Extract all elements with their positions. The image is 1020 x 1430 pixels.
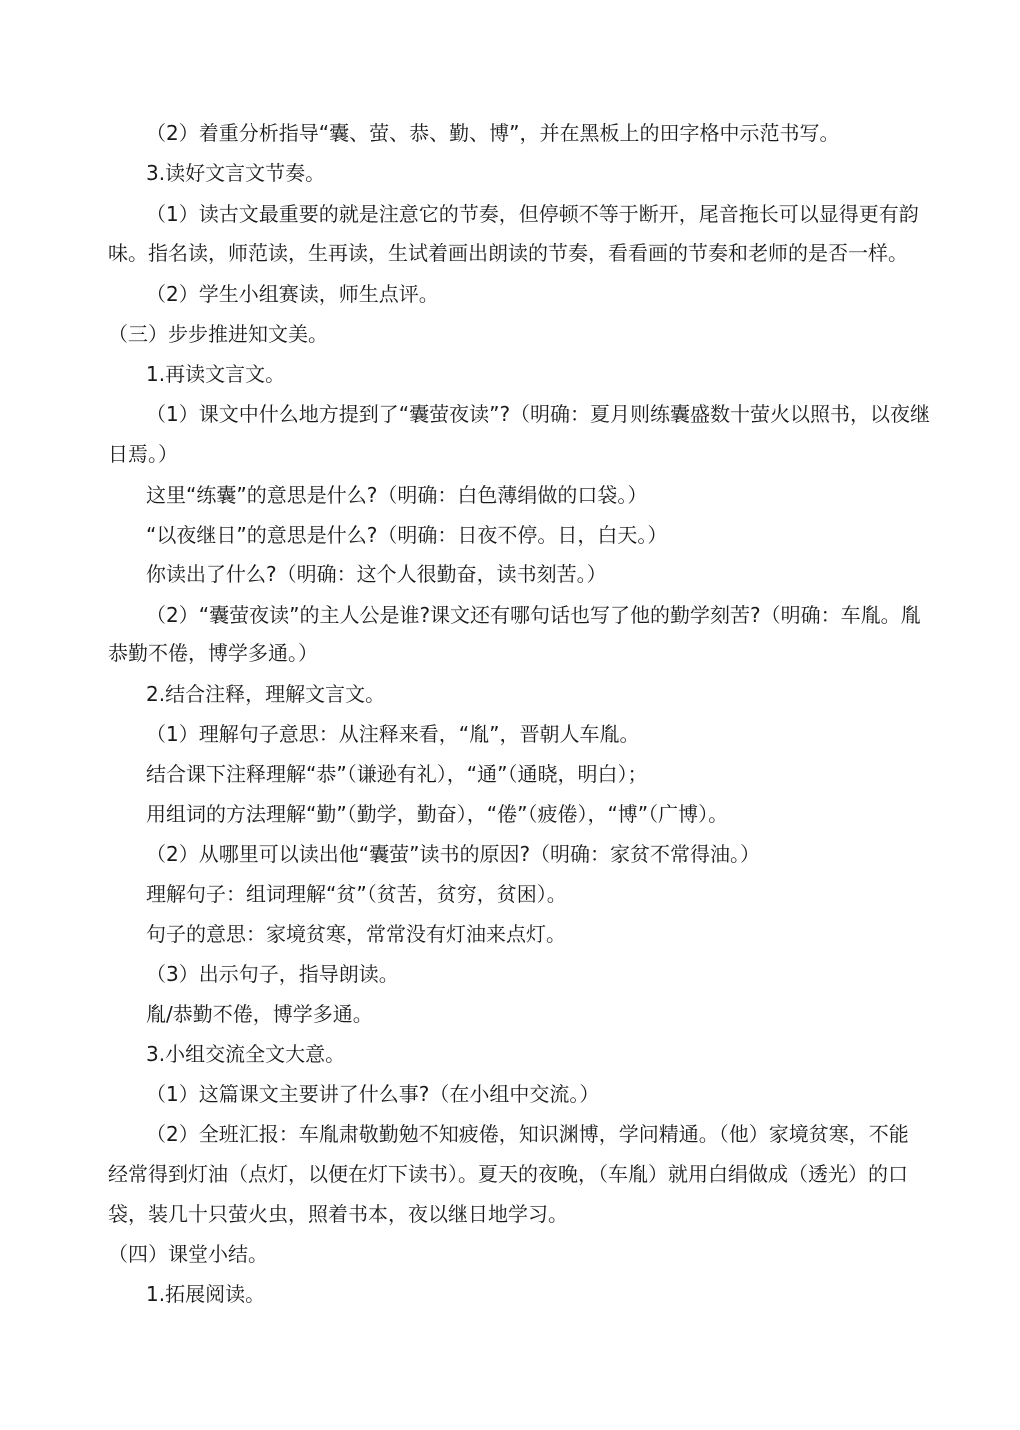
text-line: （2）从哪里可以读出他“囊萤”读书的原因?（明确：家贫不常得油。） (146, 842, 761, 866)
text-line: 句子的意思：家境贫寒，常常没有灯油来点灯。 (146, 922, 566, 946)
text-line: 结合课下注释理解“恭”（谦逊有礼），“通”（通晓，明白）； (146, 762, 648, 786)
text-line: 袋，装几十只萤火虫，照着书本，夜以继日地学习。 (108, 1202, 568, 1226)
text-line: 2.结合注释，理解文言文。 (146, 682, 386, 706)
text-line: （3）出示句子，指导朗读。 (146, 962, 399, 986)
text-line: （1）理解句子意思：从注释来看，“胤”，晋朝人车胤。 (146, 722, 640, 746)
text-line: 你读出了什么?（明确：这个人很勤奋，读书刻苦。） (146, 562, 607, 586)
text-line: （2）“囊萤夜读”的主人公是谁?课文还有哪句话也写了他的勤学刻苦?（明确：车胤。胤 (146, 603, 921, 627)
text-line: （2）着重分析指导“囊、萤、恭、勤、博”，并在黑板上的田字格中示范书写。 (146, 121, 840, 145)
text-line: 这里“练囊”的意思是什么?（明确：白色薄绢做的口袋。） (146, 483, 648, 507)
text-line: （1）课文中什么地方提到了“囊萤夜读”?（明确：夏月则练囊盛数十萤火以照书，以夜继 (146, 402, 931, 426)
text-line: 3.读好文言文节奏。 (146, 161, 326, 185)
text-line: （2）全班汇报：车胤肃敬勤勉不知疲倦，知识渊博，学问精通。（他）家境贫寒，不能 (146, 1122, 909, 1146)
text-line: 日焉。） (108, 442, 178, 466)
text-line: 经常得到灯油（点灯，以便在灯下读书）。夏天的夜晚，（车胤）就用白绢做成（透光）的口 (108, 1162, 908, 1186)
text-line: 恭勤不倦，博学多通。） (108, 641, 318, 665)
text-line: 1.拓展阅读。 (146, 1282, 266, 1306)
section-heading: （三）步步推进知文美。 (108, 322, 328, 346)
text-line: （2）学生小组赛读，师生点评。 (146, 282, 439, 306)
text-line: （1）这篇课文主要讲了什么事?（在小组中交流。） (146, 1082, 600, 1106)
text-line: 1.再读文言文。 (146, 362, 286, 386)
text-line: “以夜继日”的意思是什么?（明确：日夜不停。日，白天。） (146, 523, 668, 547)
text-line: 用组词的方法理解“勤”（勤学，勤奋），“倦”（疲倦），“博”（广博）。 (146, 802, 729, 826)
text-line: 理解句子：组词理解“贫”（贫苦，贫穷，贫困）。 (146, 882, 567, 906)
section-heading: （四）课堂小结。 (108, 1242, 268, 1266)
text-line: 味。指名读，师范读，生再读，生试着画出朗读的节奏，看看画的节奏和老师的是否一样。 (108, 241, 908, 265)
text-line: （1）读古文最重要的就是注意它的节奏，但停顿不等于断开，尾音拖长可以显得更有韵 (146, 202, 919, 226)
text-line: 3.小组交流全文大意。 (146, 1042, 346, 1066)
text-line: 胤/恭勤不倦，博学多通。 (146, 1002, 373, 1026)
